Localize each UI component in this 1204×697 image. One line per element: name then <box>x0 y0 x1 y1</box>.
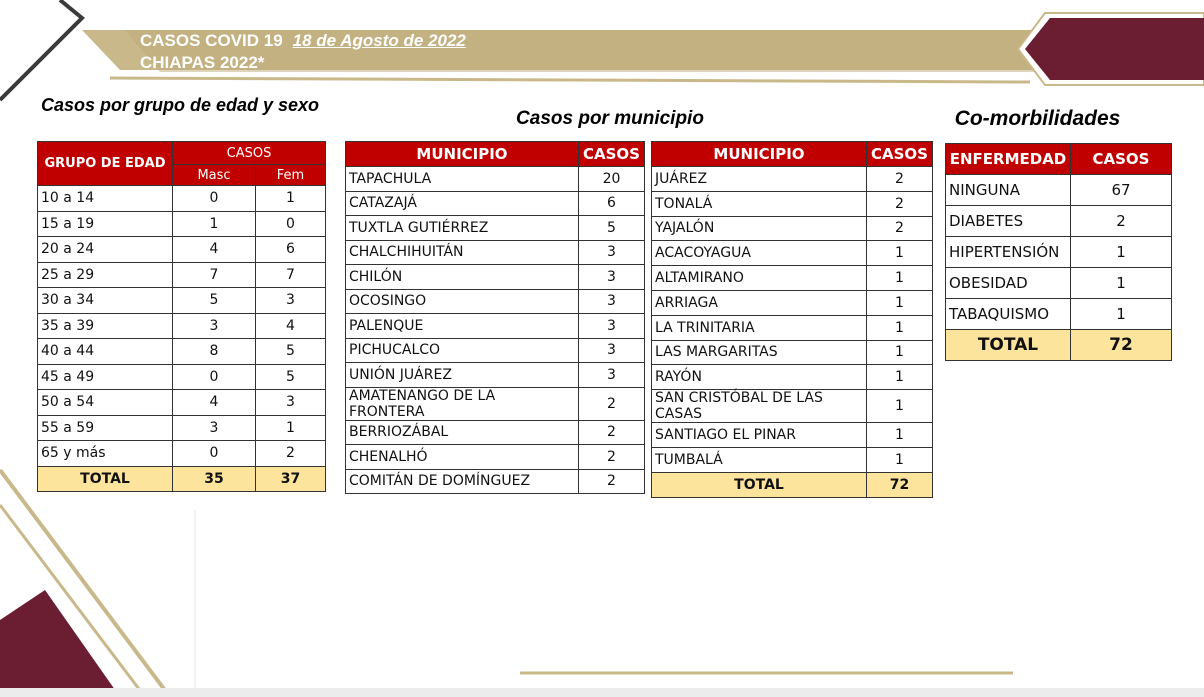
female-cases: 2 <box>256 441 326 467</box>
table-row <box>946 237 1172 268</box>
table-row <box>346 363 645 388</box>
municipio-name: ACACOYAGUA <box>652 241 867 266</box>
municipio-name: COMITÁN DE DOMÍNGUEZ <box>346 469 579 494</box>
municipio-name: RAYÓN <box>652 365 867 390</box>
age-group: 15 a 19 <box>38 211 173 237</box>
disease-name: NINGUNA <box>946 175 1071 206</box>
total-row <box>652 472 933 497</box>
municipio-cases: 3 <box>579 240 645 265</box>
table-row <box>652 340 933 365</box>
male-cases: 0 <box>173 364 256 390</box>
male-cases: 1 <box>173 211 256 237</box>
table-row <box>38 211 326 237</box>
municipio-cases: 1 <box>867 266 933 291</box>
col-cases: CASOS <box>173 142 326 165</box>
col-cases: CASOS <box>867 142 933 167</box>
male-cases: 7 <box>173 262 256 288</box>
municipio-cases: 3 <box>579 363 645 388</box>
col-municipio: MUNICIPIO <box>652 142 867 167</box>
table-row <box>38 390 326 416</box>
municipio-cases: 1 <box>867 365 933 390</box>
municipio-name: ALTAMIRANO <box>652 266 867 291</box>
table-row <box>346 445 645 470</box>
table-row <box>38 186 326 212</box>
total-label: TOTAL <box>38 466 173 492</box>
age-group: 45 a 49 <box>38 364 173 390</box>
table-row <box>346 420 645 445</box>
municipio-cases: 6 <box>579 191 645 216</box>
table-row <box>652 423 933 448</box>
table-row <box>346 240 645 265</box>
municipio-cases: 3 <box>579 338 645 363</box>
municipio-cases: 2 <box>579 469 645 494</box>
female-cases: 4 <box>256 313 326 339</box>
table-row <box>346 167 645 192</box>
municipio-cases: 2 <box>867 167 933 192</box>
total-label: TOTAL <box>946 330 1071 361</box>
disease-cases: 1 <box>1071 299 1172 330</box>
disease-cases: 1 <box>1071 237 1172 268</box>
age-group: 65 y más <box>38 441 173 467</box>
age-group: 55 a 59 <box>38 415 173 441</box>
municipio-cases: 1 <box>867 315 933 340</box>
total-female: 37 <box>256 466 326 492</box>
disease-cases: 2 <box>1071 206 1172 237</box>
table-row <box>652 390 933 423</box>
municipio-name: PICHUCALCO <box>346 338 579 363</box>
age-group-table <box>37 141 326 492</box>
disease-cases: 67 <box>1071 175 1172 206</box>
age-group: 30 a 34 <box>38 288 173 314</box>
age-group: 10 a 14 <box>38 186 173 212</box>
municipio-name: CHENALHÓ <box>346 445 579 470</box>
male-cases: 0 <box>173 441 256 467</box>
table-row <box>346 191 645 216</box>
age-group: 35 a 39 <box>38 313 173 339</box>
table-row <box>652 191 933 216</box>
male-cases: 4 <box>173 390 256 416</box>
male-cases: 3 <box>173 313 256 339</box>
female-cases: 3 <box>256 288 326 314</box>
municipio-name: TUXTLA GUTIÉRREZ <box>346 216 579 241</box>
female-cases: 7 <box>256 262 326 288</box>
age-group: 20 a 24 <box>38 237 173 263</box>
table-row <box>652 290 933 315</box>
table-row <box>652 365 933 390</box>
municipio-name: CHILÓN <box>346 265 579 290</box>
male-cases: 0 <box>173 186 256 212</box>
report-date: 18 de Agosto de 2022 <box>292 31 466 50</box>
municipio-name: LAS MARGARITAS <box>652 340 867 365</box>
table-row <box>346 314 645 339</box>
report-subtitle: CHIAPAS 2022* <box>140 53 265 72</box>
disease-name: OBESIDAD <box>946 268 1071 299</box>
municipio-cases: 20 <box>579 167 645 192</box>
municipio-name: OCOSINGO <box>346 289 579 314</box>
municipio-name: CATAZAJÁ <box>346 191 579 216</box>
municipio-name: SAN CRISTÓBAL DE LAS CASAS <box>652 390 867 423</box>
table-row <box>38 313 326 339</box>
top-left-chevron <box>0 0 82 100</box>
col-age-group: GRUPO DE EDAD <box>38 142 173 186</box>
comorbidities-table <box>945 143 1172 361</box>
female-cases: 5 <box>256 364 326 390</box>
total-label: TOTAL <box>652 472 867 497</box>
col-disease: ENFERMEDAD <box>946 144 1071 175</box>
municipio-cases: 2 <box>579 387 645 420</box>
municipio-name: LA TRINITARIA <box>652 315 867 340</box>
municipio-name: AMATENANGO DE LA FRONTERA <box>346 387 579 420</box>
municipio-cases: 5 <box>579 216 645 241</box>
municipio-cases: 3 <box>579 289 645 314</box>
col-municipio: MUNICIPIO <box>346 142 579 167</box>
table-row <box>38 237 326 263</box>
municipio-name: TONALÁ <box>652 191 867 216</box>
total-row <box>38 466 326 492</box>
age-group: 40 a 44 <box>38 339 173 365</box>
table-row <box>346 216 645 241</box>
female-cases: 3 <box>256 390 326 416</box>
female-cases: 6 <box>256 237 326 263</box>
banner-right-maroon <box>1025 18 1204 80</box>
municipio-name: PALENQUE <box>346 314 579 339</box>
municipio-name: CHALCHIHUITÁN <box>346 240 579 265</box>
municipio-name: YAJALÓN <box>652 216 867 241</box>
table-row <box>946 268 1172 299</box>
table-row <box>946 175 1172 206</box>
municipio-cases: 1 <box>867 290 933 315</box>
municipio-cases: 3 <box>579 265 645 290</box>
table-row <box>38 339 326 365</box>
municipio-cases: 1 <box>867 340 933 365</box>
table-row <box>652 241 933 266</box>
table-row <box>346 469 645 494</box>
municipio-heading: Casos por municipio <box>516 108 704 129</box>
male-cases: 5 <box>173 288 256 314</box>
table-row <box>652 447 933 472</box>
table-row <box>38 441 326 467</box>
age-group: 50 a 54 <box>38 390 173 416</box>
municipio-name: JUÁREZ <box>652 167 867 192</box>
female-cases: 1 <box>256 186 326 212</box>
male-cases: 3 <box>173 415 256 441</box>
col-female: Fem <box>256 165 326 186</box>
municipio-table-1 <box>345 141 645 494</box>
table-row <box>38 364 326 390</box>
municipio-cases: 1 <box>867 447 933 472</box>
municipio-cases: 1 <box>867 241 933 266</box>
municipio-cases: 1 <box>867 390 933 423</box>
municipio-table-2 <box>651 141 933 498</box>
table-row <box>346 289 645 314</box>
table-row <box>346 338 645 363</box>
male-cases: 8 <box>173 339 256 365</box>
comorbidities-heading: Co-morbilidades <box>954 107 1121 130</box>
disease-name: DIABETES <box>946 206 1071 237</box>
disease-cases: 1 <box>1071 268 1172 299</box>
disease-name: TABAQUISMO <box>946 299 1071 330</box>
municipio-cases: 1 <box>867 423 933 448</box>
municipio-cases: 2 <box>867 216 933 241</box>
disease-name: HIPERTENSIÓN <box>946 237 1071 268</box>
report-title: CASOS COVID 19 <box>140 31 283 50</box>
col-cases: CASOS <box>1071 144 1172 175</box>
municipio-cases: 2 <box>579 420 645 445</box>
municipio-cases: 2 <box>579 445 645 470</box>
total-male: 35 <box>173 466 256 492</box>
table-row <box>652 167 933 192</box>
municipio-name: UNIÓN JUÁREZ <box>346 363 579 388</box>
age-table-heading: Casos por grupo de edad y sexo <box>40 95 320 115</box>
total-row <box>946 330 1172 361</box>
col-male: Masc <box>173 165 256 186</box>
male-cases: 4 <box>173 237 256 263</box>
table-row <box>652 266 933 291</box>
municipio-name: BERRIOZÁBAL <box>346 420 579 445</box>
municipio-cases: 3 <box>579 314 645 339</box>
table-row <box>38 262 326 288</box>
municipio-name: SANTIAGO EL PINAR <box>652 423 867 448</box>
age-group: 25 a 29 <box>38 262 173 288</box>
municipio-name: TAPACHULA <box>346 167 579 192</box>
table-row <box>946 206 1172 237</box>
municipio-name: TUMBALÁ <box>652 447 867 472</box>
table-row <box>346 265 645 290</box>
col-cases: CASOS <box>579 142 645 167</box>
municipio-cases: 2 <box>867 191 933 216</box>
total-cases: 72 <box>867 472 933 497</box>
female-cases: 1 <box>256 415 326 441</box>
table-row <box>652 216 933 241</box>
table-row <box>38 288 326 314</box>
female-cases: 5 <box>256 339 326 365</box>
table-row <box>38 415 326 441</box>
table-row <box>346 387 645 420</box>
table-row <box>946 299 1172 330</box>
total-cases: 72 <box>1071 330 1172 361</box>
banner-title <box>140 30 466 74</box>
table-row <box>652 315 933 340</box>
female-cases: 0 <box>256 211 326 237</box>
municipio-name: ARRIAGA <box>652 290 867 315</box>
